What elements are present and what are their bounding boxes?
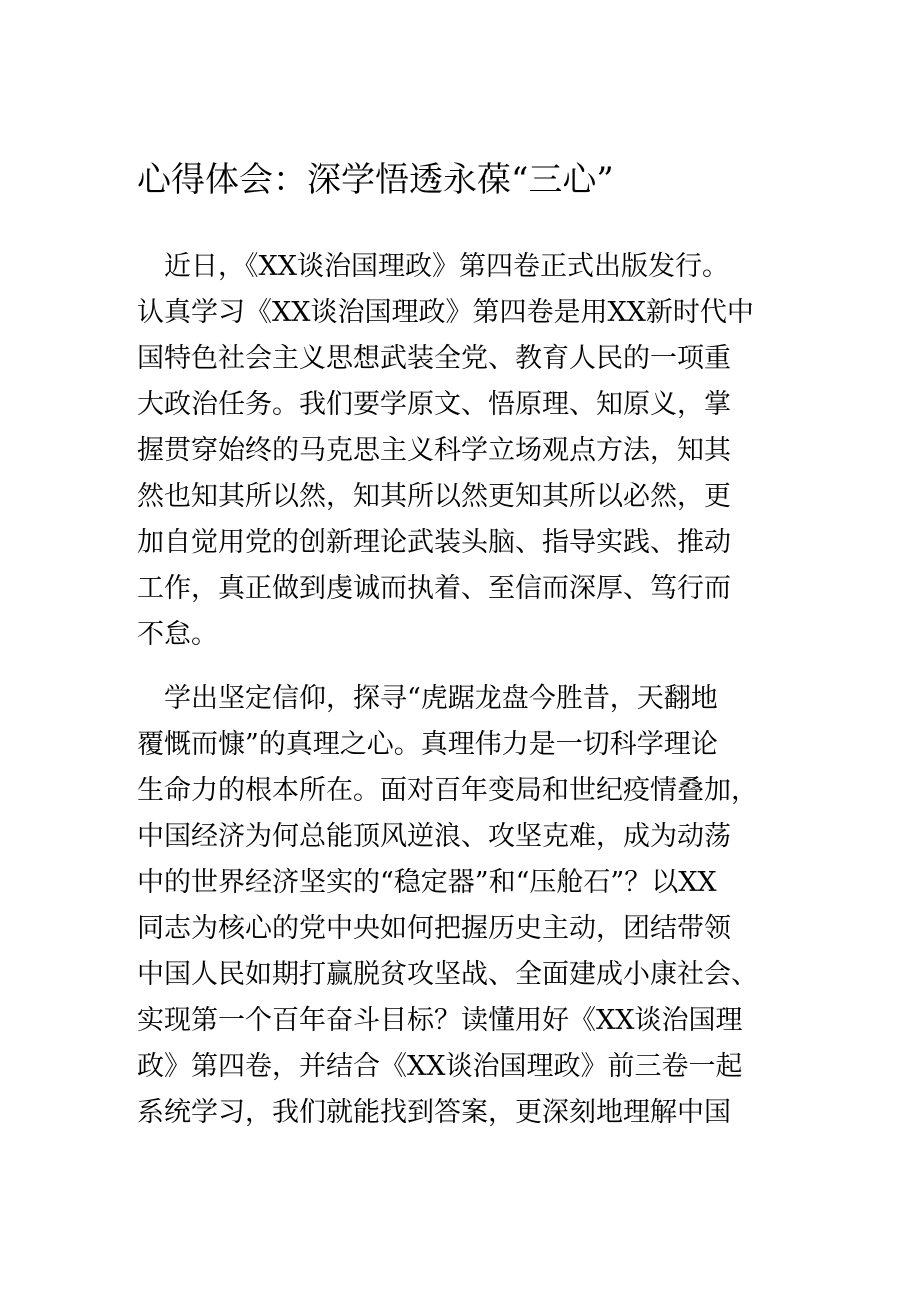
paragraph-line: 生命力的根本所在。面对百年变局和世纪疫情叠加， [137,775,758,806]
paragraph-line: 实现第一个百年奋斗目标？读懂用好《XX谈治国理 [137,1005,743,1036]
paragraph-line: 覆慨而慷”的真理之心。真理伟力是一切科学理论 [137,729,718,760]
paragraph-line: 同志为核心的党中央如何把握历史主动，团结带领 [137,913,731,944]
paragraph-line: 国特色社会主义思想武装全党、教育人民的一项重 [137,343,731,374]
paragraph-line: 工作，真正做到虔诚而执着、至信而深厚、笃行而 [137,573,731,604]
page-title: 心得体会：深学悟透永葆“三心” [137,160,614,200]
paragraph-line: 政》第四卷，并结合《XX谈治国理政》前三卷一起 [137,1051,743,1082]
document-body [137,244,817,1154]
paragraph-line: 学出坚定信仰，探寻“虎踞龙盘今胜昔，天翻地 [137,683,718,714]
paragraph-line: 中的世界经济坚实的“稳定器”和“压舱石”？以XX [137,867,717,898]
paragraph-line: 加自觉用党的创新理论武装头脑、指导实践、推动 [137,527,731,558]
paragraph-1 [137,244,817,658]
paragraph-2 [137,676,817,1136]
paragraph-line: 大政治任务。我们要学原文、悟原理、知原义，掌 [137,389,731,420]
paragraph-line: 近日，《XX谈治国理政》第四卷正式出版发行。 [137,251,729,282]
paragraph-line: 认真学习《XX谈治国理政》第四卷是用XX新时代中 [137,297,754,328]
paragraph-line: 系统学习，我们就能找到答案，更深刻地理解中国 [137,1097,731,1128]
paragraph-line: 中国经济为何总能顶风逆浪、攻坚克难，成为动荡 [137,821,731,852]
paragraph-line: 不怠。 [137,619,218,650]
paragraph-line: 握贯穿始终的马克思主义科学立场观点方法，知其 [137,435,731,466]
paragraph-line: 然也知其所以然，知其所以然更知其所以必然，更 [137,481,731,512]
paragraph-line: 中国人民如期打赢脱贫攻坚战、全面建成小康社会、 [137,959,758,990]
